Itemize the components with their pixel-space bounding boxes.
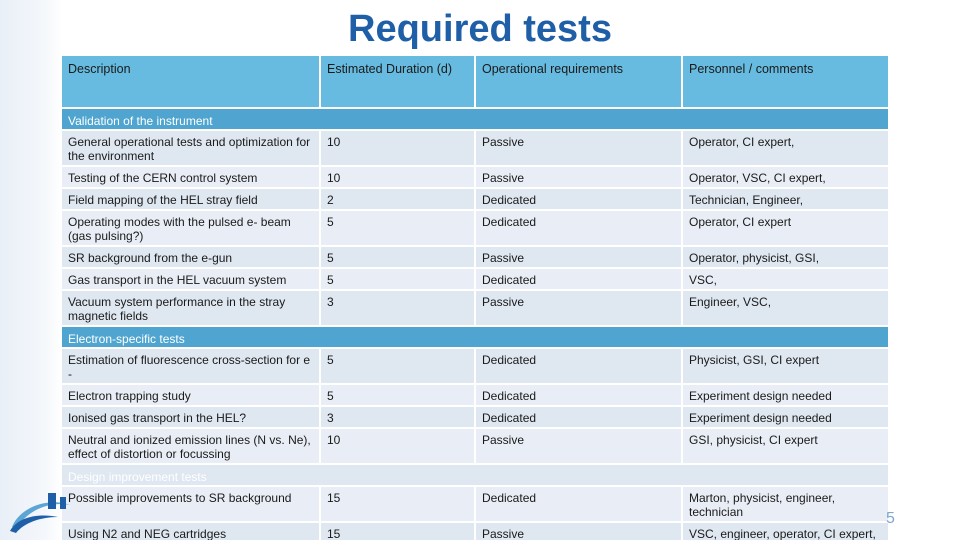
header-duration: Estimated Duration (d) [320,55,475,108]
cell-requirements: Passive [475,130,682,166]
cell-description: Field mapping of the HEL stray field [61,188,320,210]
cell-personnel: Experiment design needed [682,406,889,428]
cell-personnel: Engineer, VSC, [682,290,889,326]
cell-description: Estimation of fluorescence cross-section for e - [61,348,320,384]
cell-requirements: Dedicated [475,210,682,246]
cell-duration: 10 [320,166,475,188]
table-header-row [61,55,889,108]
table-row [61,486,889,522]
table-row [61,522,889,540]
cell-requirements: Passive [475,166,682,188]
cell-personnel: Operator, CI expert, [682,130,889,166]
cell-personnel: Operator, VSC, CI expert, [682,166,889,188]
cell-description: General operational tests and optimization for the environment [61,130,320,166]
cell-requirements: Dedicated [475,384,682,406]
cell-duration: 5 [320,384,475,406]
cell-personnel: Operator, CI expert [682,210,889,246]
cell-requirements: Passive [475,246,682,268]
cell-description: Possible improvements to SR background [61,486,320,522]
cell-description: Electron trapping study [61,384,320,406]
cell-description: SR background from the e-gun [61,246,320,268]
header-personnel: Personnel / comments [682,55,889,108]
cell-description: Neutral and ionized emission lines (N vs. Ne), effect of distortion or focussing [61,428,320,464]
cell-description: Using N2 and NEG cartridges [61,522,320,540]
table-row [61,268,889,290]
section-row [61,108,889,130]
table-row [61,188,889,210]
cell-duration: 10 [320,428,475,464]
cell-duration: 3 [320,290,475,326]
left-decorative-band [0,0,62,540]
cell-personnel: Experiment design needed [682,384,889,406]
cell-duration: 15 [320,522,475,540]
section-row [61,326,889,348]
cell-personnel: GSI, physicist, CI expert [682,428,889,464]
cell-duration: 3 [320,406,475,428]
section-title: Electron-specific tests [61,326,889,348]
cell-personnel: Marton, physicist, engineer, technician [682,486,889,522]
cell-description: Gas transport in the HEL vacuum system [61,268,320,290]
page-number: 5 [886,510,895,527]
cell-requirements: Passive [475,522,682,540]
table-row [61,246,889,268]
cell-requirements: Dedicated [475,188,682,210]
cell-duration: 5 [320,268,475,290]
hilumi-logo [8,487,78,535]
required-tests-table [60,54,890,540]
table-row [61,166,889,188]
cell-duration: 10 [320,130,475,166]
cell-personnel: Technician, Engineer, [682,188,889,210]
header-operational-requirements: Operational requirements [475,55,682,108]
section-row [61,464,889,486]
cell-requirements: Passive [475,428,682,464]
cell-requirements: Dedicated [475,268,682,290]
header-description: Description [61,55,320,108]
cell-personnel: VSC, engineer, operator, CI expert, [682,522,889,540]
section-title: Design improvement tests [61,464,889,486]
cell-description: Ionised gas transport in the HEL? [61,406,320,428]
cell-personnel: VSC, [682,268,889,290]
table-row [61,290,889,326]
cell-duration: 15 [320,486,475,522]
cell-requirements: Dedicated [475,348,682,384]
table-row [61,384,889,406]
table-row [61,348,889,384]
table-row [61,130,889,166]
table-row [61,210,889,246]
cell-personnel: Operator, physicist, GSI, [682,246,889,268]
cell-description: Operating modes with the pulsed e- beam (gas pulsing?) [61,210,320,246]
cell-requirements: Dedicated [475,406,682,428]
cell-duration: 5 [320,348,475,384]
section-title: Validation of the instrument [61,108,889,130]
cell-description: Vacuum system performance in the stray magnetic fields [61,290,320,326]
slide-title: Required tests [348,8,612,50]
cell-requirements: Dedicated [475,486,682,522]
cell-duration: 5 [320,246,475,268]
cell-duration: 5 [320,210,475,246]
cell-personnel: Physicist, GSI, CI expert [682,348,889,384]
cell-description: Testing of the CERN control system [61,166,320,188]
cell-duration: 2 [320,188,475,210]
cell-requirements: Passive [475,290,682,326]
table-row [61,428,889,464]
table-row [61,406,889,428]
